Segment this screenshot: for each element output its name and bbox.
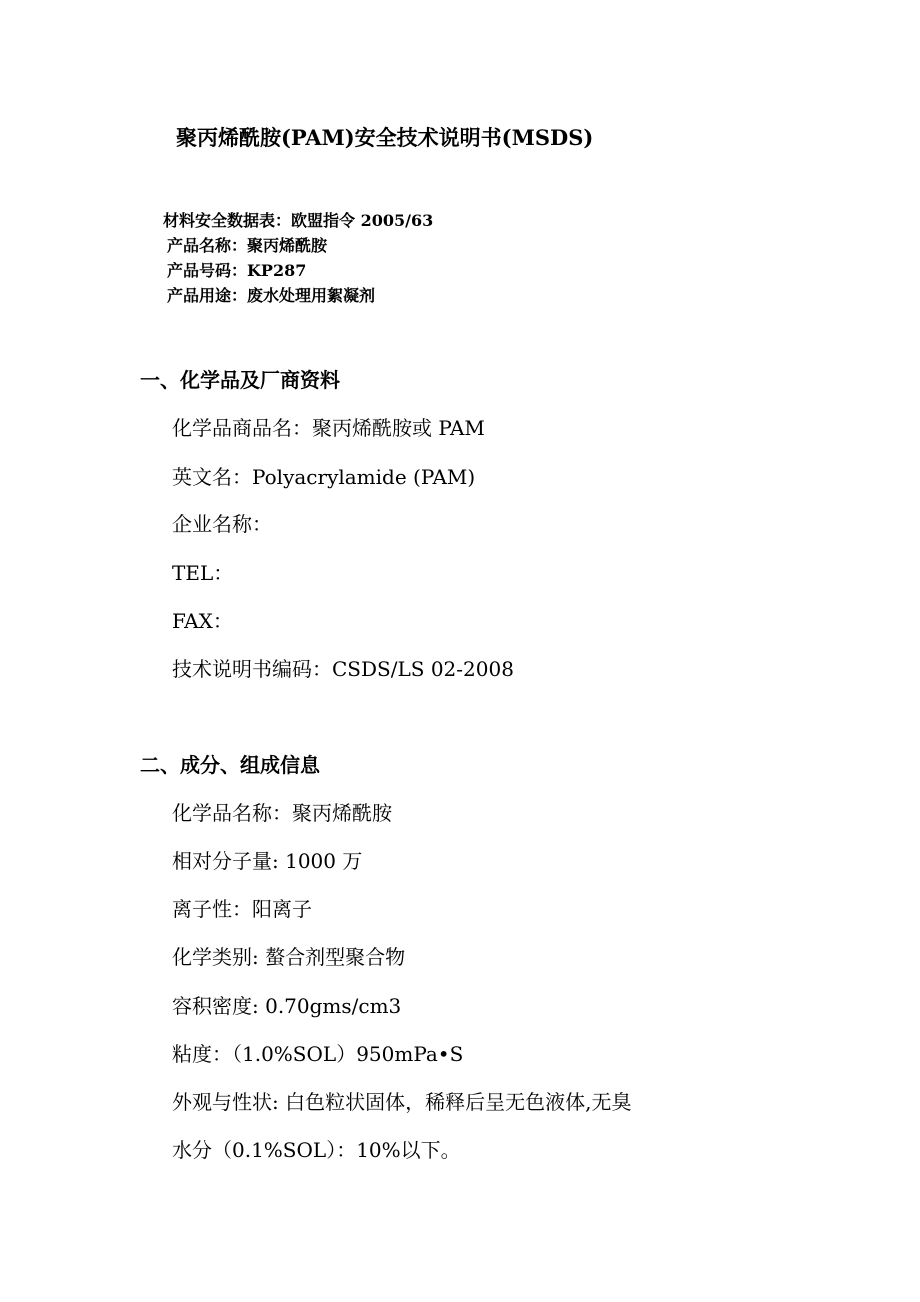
section2-item-ionicity: 离子性：阳离子 <box>172 897 312 921</box>
section1-item-tel: TEL： <box>172 561 234 585</box>
section1-item-english-name: 英文名：Polyacrylamide (PAM) <box>172 465 476 489</box>
section1-item-fax: FAX： <box>172 609 233 633</box>
section1-item-trade-name: 化学品商品名：聚丙烯酰胺或 PAM <box>172 416 485 440</box>
meta-product-number: 产品号码：KP287 <box>167 261 307 280</box>
section1-item-company-name: 企业名称： <box>172 512 272 536</box>
section1-item-document-code: 技术说明书编码：CSDS/LS 02-2008 <box>172 657 514 681</box>
section2-item-chemical-name: 化学品名称：聚丙烯酰胺 <box>172 801 392 825</box>
meta-datasheet-directive: 材料安全数据表：欧盟指令 2005/63 <box>163 211 434 230</box>
document-title: 聚丙烯酰胺(PAM)安全技术说明书(MSDS) <box>176 125 594 150</box>
product-meta-block <box>163 208 433 308</box>
section2-item-molecular-weight: 相对分子量: 1000 万 <box>172 849 363 873</box>
meta-product-use: 产品用途：废水处理用絮凝剂 <box>167 286 376 305</box>
meta-product-name: 产品名称：聚丙烯酰胺 <box>167 236 328 255</box>
section-heading-composition: 二、成分、组成信息 <box>140 753 320 777</box>
section2-item-chemical-class: 化学类别: 螯合剂型聚合物 <box>172 945 406 969</box>
section2-item-bulk-density: 容积密度: 0.70gms/cm3 <box>172 994 402 1018</box>
section2-item-viscosity: 粘度：（1.0%SOL）950mPa•S <box>172 1042 464 1066</box>
section-heading-company-info: 一、化学品及厂商资料 <box>140 368 340 392</box>
section2-item-appearance: 外观与性状: 白色粒状固体，稀释后呈无色液体,无臭 <box>172 1090 632 1114</box>
section2-item-moisture: 水分（0.1%SOL）：10%以下。 <box>172 1138 461 1162</box>
